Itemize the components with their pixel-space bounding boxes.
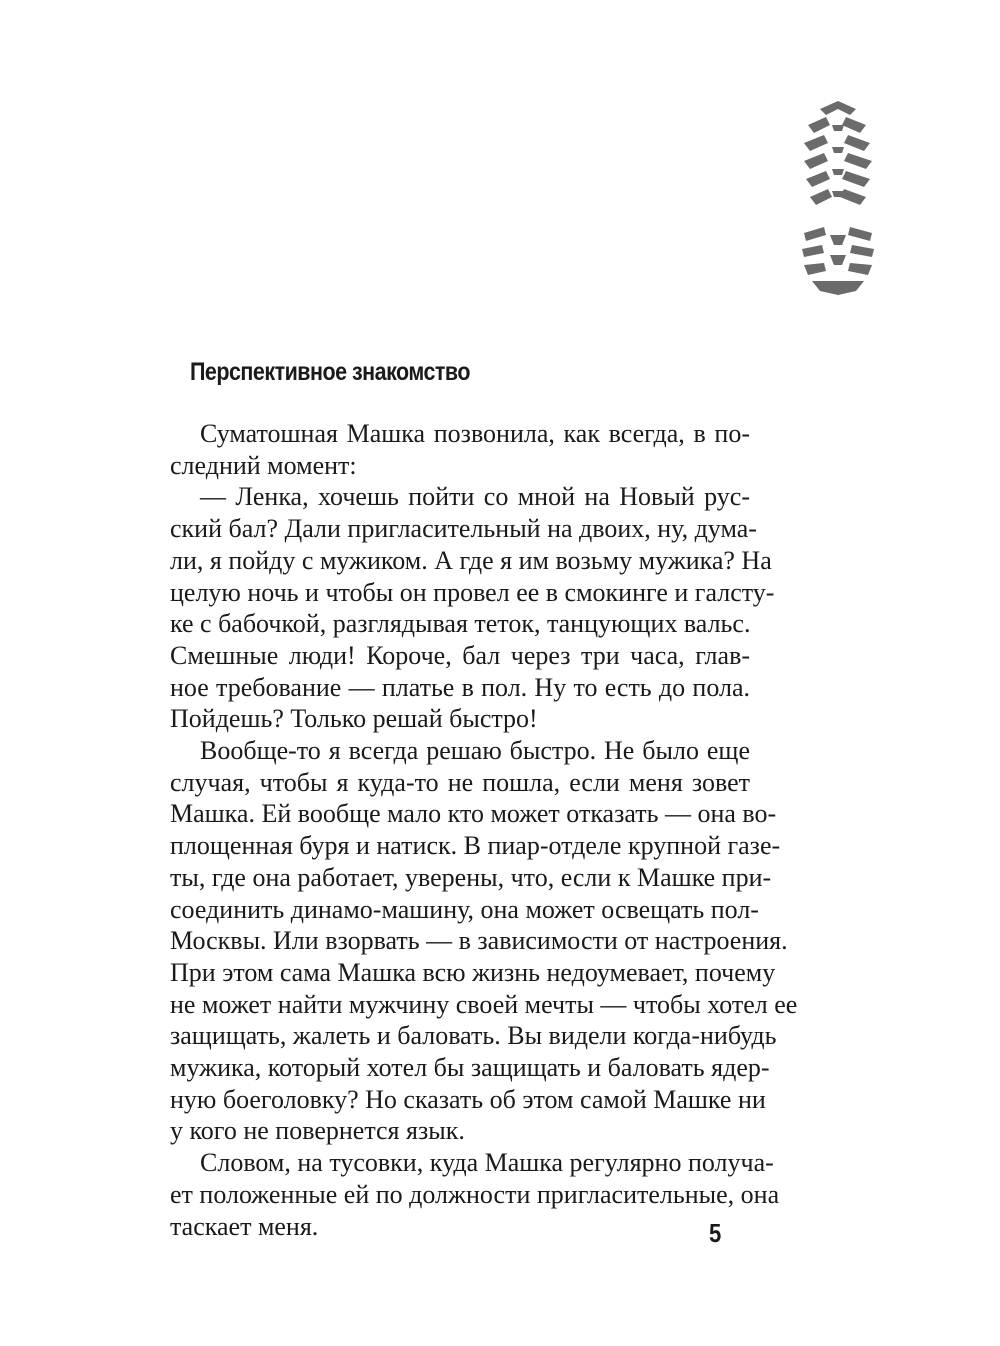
text-line: Смешные люди! Короче, бал через три часа, глав-	[170, 640, 750, 670]
text-line: таскает меня.	[170, 1211, 319, 1241]
text-line: Пойдешь? Только решай быстро!	[170, 704, 538, 734]
text-line: не может найти мужчину своей мечты — чтобы хотел ее	[170, 989, 798, 1019]
text-line: случая, чтобы я куда-то не пошла, если меня зовет	[170, 767, 750, 797]
text-line: ную боеголовку? Но сказать об этом самой Машке ни	[170, 1084, 766, 1114]
text-line: у кого не повернется язык.	[170, 1116, 465, 1146]
text-line: ли, я пойду с мужиком. А где я им возьму мужика? На	[170, 545, 772, 575]
text-line: При этом сама Машка всю жизнь недоумевает, почему	[170, 957, 776, 987]
text-line: площенная буря и натиск. В пиар-отделе крупной газе-	[170, 831, 781, 861]
text-line: ет положенные ей по должности пригласительные, она	[170, 1179, 780, 1209]
text-line: Машка. Ей вообще мало кто может отказать — она во-	[170, 799, 777, 829]
text-line: ты, где она работает, уверены, что, если к Машке при-	[170, 862, 772, 892]
body-text	[170, 418, 798, 1242]
footprint-icon	[790, 95, 886, 305]
text-line: ке с бабочкой, разглядывая теток, танцующих вальс.	[170, 609, 751, 639]
text-line: Суматошная Машка позвонила, как всегда, в по-	[200, 419, 750, 448]
text-line: Вообще-то я всегда решаю быстро. Не было еще	[200, 736, 750, 766]
text-line: Словом, на тусовки, куда Машка регулярно получа-	[200, 1148, 774, 1178]
text-line: ное требование — платье в пол. Ну то есть до пола.	[170, 672, 750, 702]
text-line: ский бал? Дали пригласительный на двоих, ну, дума-	[170, 514, 757, 544]
text-line: — Ленка, хочешь пойти со мной на Новый рус-	[200, 482, 750, 512]
text-line: соединить динамо-машину, она может освещать пол-	[170, 894, 759, 924]
page-number: 5	[709, 1218, 722, 1248]
text-line: целую ночь и чтобы он провел ее в смокинге и галсту-	[170, 577, 775, 607]
text-line: мужика, который хотел бы защищать и баловать ядер-	[170, 1053, 770, 1083]
chapter-title: Перспективное знакомство	[190, 358, 470, 386]
text-line: следний момент:	[170, 450, 357, 480]
text-line: защищать, жалеть и баловать. Вы видели когда-нибудь	[170, 1021, 777, 1051]
text-line: Москвы. Или взорвать — в зависимости от настроения.	[170, 926, 788, 956]
